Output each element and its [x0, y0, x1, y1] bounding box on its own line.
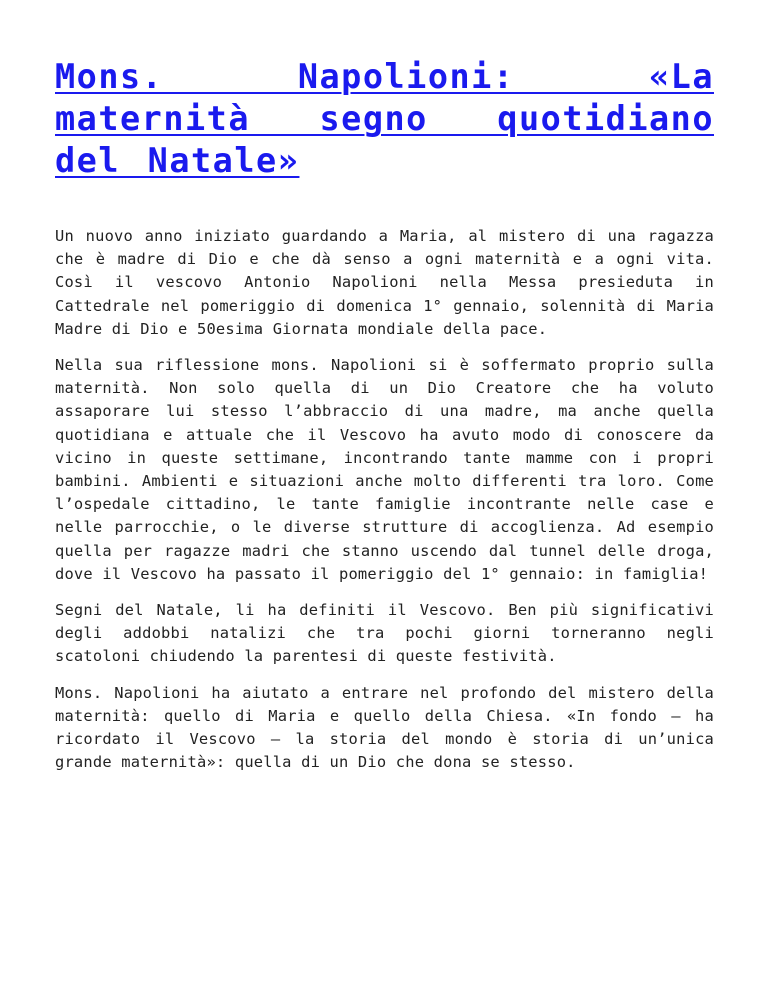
article-paragraph-2: Nella sua riflessione mons. Napolioni si è soffermato proprio sulla maternità. Non solo quella di un Dio Creatore che ha voluto assaporare lui stesso l’abbraccio di una madre, ma anche quella quotidiana e attuale che il Vescovo ha avuto modo di conoscere da vicino in queste settimane, incontrando tante mamme con i propri bambini. Ambienti e situazioni anche molto differenti tra loro. Come l’ospedale cittadino, le tante famiglie incontrante nelle case e nelle parrocchie, o le diverse strutture di accoglienza. Ad esempio quella per ragazze madri che stanno uscendo dal tunnel delle droga, dove il Vescovo ha passato il pomeriggio del 1° gennaio: in famiglia!: [55, 356, 714, 583]
article-paragraph-3: Segni del Natale, li ha definiti il Vescovo. Ben più significativi degli addobbi natalizi che tra pochi giorni torneranno negli scatoloni chiudendo la parentesi di queste festività.: [55, 601, 714, 666]
article-paragraph-4: Mons. Napolioni ha aiutato a entrare nel profondo del mistero della maternità: quello di Maria e quello della Chiesa. «In fondo – ha ricordato il Vescovo – la storia del mondo è storia di un’unica grande maternità»: quella di un Dio che dona se stesso.: [55, 683, 714, 772]
article-paragraph-1: Un nuovo anno iniziato guardando a Maria, al mistero di una ragazza che è madre di Dio e che dà senso a ogni maternità e a ogni vita. Così il vescovo Antonio Napolioni nella Messa presieduta in Cattedrale nel pomeriggio di domenica 1° gennaio, solennità di Maria Madre di Dio e 50esima Giornata mondiale della pace.: [55, 227, 714, 338]
article-title: [55, 56, 714, 182]
article-title-link[interactable]: Mons. Napolioni: «La maternità segno quotidiano del Natale»: [55, 57, 714, 180]
article: [55, 56, 714, 787]
